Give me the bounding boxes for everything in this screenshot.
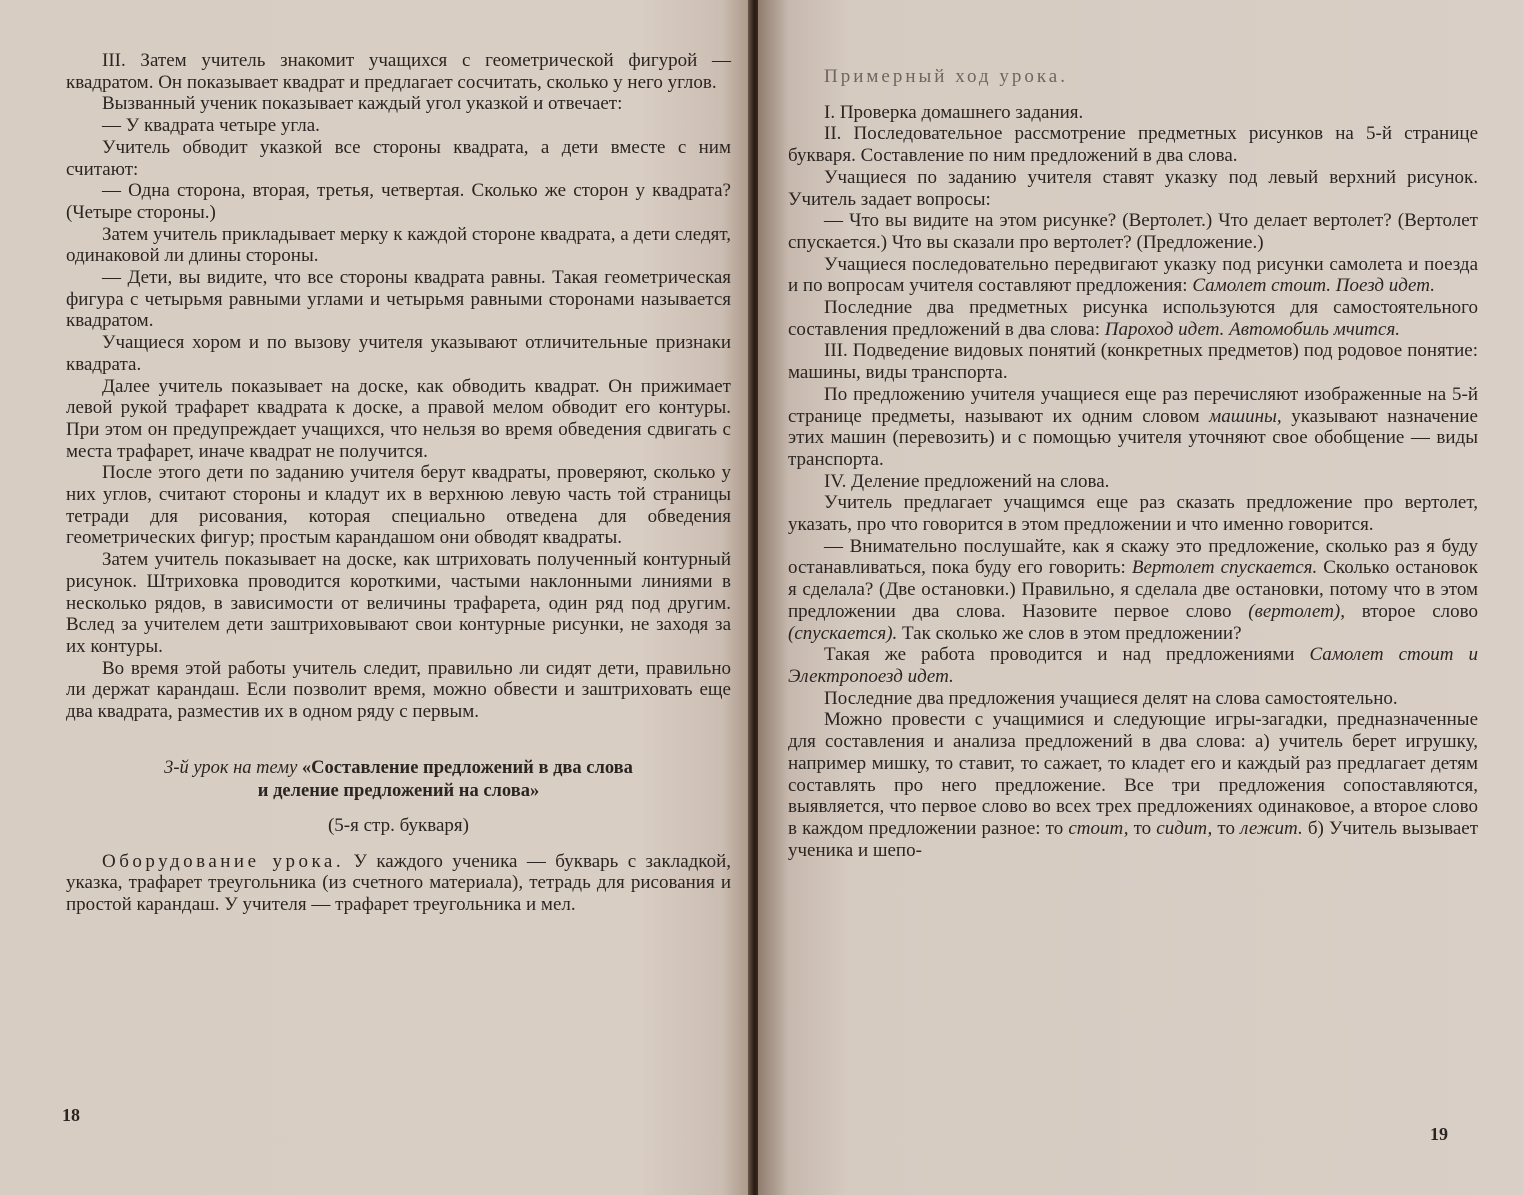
- paragraph: Учитель обводит указкой все стороны квадрата, а дети вместе с ним считают:: [66, 136, 731, 180]
- example-sentences: Пароход идет. Автомобиль мчится.: [1104, 318, 1401, 340]
- paragraph: Затем учитель прикладывает мерку к каждой стороне квадрата, а дети следят, одинаковой ли длины стороны.: [66, 223, 731, 267]
- paragraph: [788, 297, 1478, 340]
- paragraph: III. Подведение видовых понятий (конкретных предметов) под родовое понятие: машины, виды транспорта.: [788, 340, 1478, 384]
- equipment-text: У каждого ученика — букварь с закладкой, указка, трафарет треугольника (из счетного материала), тетрадь для рисования и простой карандаш. У учителя — трафарет треугольника и мел.: [66, 850, 731, 915]
- equipment-paragraph: [66, 851, 731, 916]
- left-page-text: [66, 50, 731, 916]
- right-page-text: [788, 66, 1478, 861]
- paragraph-text: указывают назначение этих машин (перевозить) и с помощью учителя уточняют свое обобщение — виды транспорта.: [788, 405, 1478, 470]
- paragraph: [788, 644, 1478, 687]
- paragraph: Учащиеся хором и по вызову учителя указывают отличительные признаки квадрата.: [66, 332, 731, 375]
- lesson-subheading: (5-я стр. букваря): [327, 814, 469, 836]
- lesson-heading-prefix: 3-й урок на тему: [164, 757, 298, 778]
- paragraph: [788, 384, 1478, 471]
- section-title: Примерный ход урока.: [824, 66, 1068, 87]
- paragraph: После этого дети по заданию учителя берут квадраты, проверяют, сколько у них углов, считают стороны и кладут их в верхнюю левую часть той страницы тетради для рисования, которая специально отведена для обведения геометрических фигур; простым карандашом они обводят квадраты.: [66, 462, 731, 549]
- paragraph-text: Последние два предметных рисунка используются для самостоятельного составления предложений в два слова:: [788, 297, 1478, 340]
- paragraph-text: б) Учитель вызывает ученика и шепо-: [788, 817, 1479, 861]
- equipment-label: Оборудование урока.: [102, 850, 345, 872]
- paragraph: Затем учитель показывает на доске, как штриховать полученный контурный рисунок. Штриховка проводится короткими, частыми наклонными линиями в несколько рядов, в зависимости от величины трафарета, один ряд под другим. Вслед за учителем дети заштриховывают свои контурные рисунки, не заходя за их контуры.: [66, 549, 731, 657]
- paragraph-text: то: [1133, 817, 1152, 839]
- paragraph: [788, 254, 1478, 297]
- right-page: [758, 0, 1523, 1195]
- example-sentence: Вертолет спускается.: [1131, 557, 1318, 579]
- italic-word: (вертолет),: [1248, 600, 1346, 622]
- italic-word: лежит.: [1240, 817, 1303, 839]
- paragraph: — Дети, вы видите, что все стороны квадрата равны. Такая геометрическая фигура с четырьмя равными углами и четырьмя равными сторонами называется квадратом.: [66, 267, 731, 332]
- paragraph-text: то: [1217, 817, 1235, 839]
- page-number-left: 18: [62, 1105, 80, 1125]
- italic-word: (спускается).: [788, 622, 898, 644]
- paragraph: I. Проверка домашнего задания.: [824, 101, 1084, 123]
- paragraph: — Что вы видите на этом рисунке? (Вертолет.) Что делает вертолет? (Вертолет спускается.) Что вы сказали про вертолет? (Предложение.): [788, 210, 1478, 253]
- lesson-heading: [66, 757, 731, 803]
- paragraph: III. Затем учитель знакомит учащихся с геометрической фигурой — квадратом. Он показывает квадрат и предлагает сосчитать, сколько у него углов.: [66, 50, 731, 93]
- example-sentences: Самолет стоит и Электропоезд идет.: [788, 644, 1478, 687]
- paragraph: Вызванный ученик показывает каждый угол указкой и отвечает:: [102, 93, 623, 115]
- paragraph-text: Так сколько же слов в этом предложении?: [902, 622, 1242, 644]
- left-page: [0, 0, 752, 1195]
- paragraph-text: второе слово: [1361, 600, 1478, 622]
- paragraph: [788, 536, 1478, 645]
- paragraph: Учитель предлагает учащимся еще раз сказать предложение про вертолет, указать, про что говорится в этом предложении и что именно говорится.: [788, 492, 1478, 536]
- paragraph: II. Последовательное рассмотрение предметных рисунков на 5-й странице букваря. Составление по ним предложений в два слова.: [788, 123, 1478, 167]
- paragraph-text: Учащиеся последовательно передвигают указку под рисунки самолета и поезда и по вопросам учителя составляют предложения:: [788, 253, 1478, 297]
- paragraph: IV. Деление предложений на слова.: [824, 470, 1110, 492]
- paragraph-text: По предложению учителя учащиеся еще раз перечисляют изображенные на 5-й странице предметы, называют их одним словом: [788, 383, 1478, 427]
- lesson-heading-title-1: «Составление предложений в два слова: [301, 757, 633, 778]
- paragraph: Во время этой работы учитель следит, правильно ли сидят дети, правильно ли держат карандаш. Если позволит время, можно обвести и заштриховать еще два квадрата, разместив их в одном ряду с первым.: [66, 657, 731, 723]
- paragraph-text: — Внимательно послушайте, как я скажу это предложение, сколько раз я буду останавливаться, пока буду его говорить:: [788, 535, 1478, 579]
- italic-word: сидит,: [1156, 817, 1213, 839]
- page-number-right: 19: [1430, 1124, 1448, 1144]
- paragraph-text: Такая же работа проводится и над предложениями: [824, 644, 1295, 666]
- paragraph: Последние два предложения учащиеся делят на слова самостоятельно.: [824, 687, 1398, 709]
- italic-word: стоит,: [1068, 817, 1129, 839]
- lesson-heading-title-2: и деление предложений на слова»: [257, 780, 540, 801]
- example-sentences: Самолет стоит. Поезд идет.: [1192, 275, 1435, 297]
- paragraph: — Одна сторона, вторая, третья, четвертая. Сколько же сторон у квадрата? (Четыре стороны.): [66, 180, 731, 223]
- paragraph: Далее учитель показывает на доске, как обводить квадрат. Он прижимает левой рукой трафарет квадрата к доске, а правой мелом обводит его контуры. При этом он предупреждает учащихся, что нельзя во время обведения сдвигать с места трафарет, иначе квадрат не получится.: [66, 375, 731, 462]
- paragraph: Учащиеся по заданию учителя ставят указку под левый верхний рисунок. Учитель задает вопросы:: [788, 166, 1478, 210]
- paragraph-text: Сколько остановок я сделала? (Две остановки.) Правильно, я сделала две остановки, потому что в этом предложении два слова. Назовите первое слово: [788, 557, 1478, 622]
- paragraph-text: Можно провести с учащимися и следующие игры-загадки, предназначенные для составления и анализа предложений в два слова: а) учитель берет игрушку, например мишку, то ставит, то сажает, то кладет его и каждый раз предлагает детям составлять про него предложение. Все три предложения сопоставляются, выявляется, что первое слово во всех трех предложениях одинаковое, а второе слово в каждом предложении разное: то: [788, 709, 1478, 839]
- paragraph: — У квадрата четыре угла.: [102, 115, 320, 137]
- paragraph: [788, 709, 1478, 861]
- italic-word: машины,: [1209, 405, 1282, 427]
